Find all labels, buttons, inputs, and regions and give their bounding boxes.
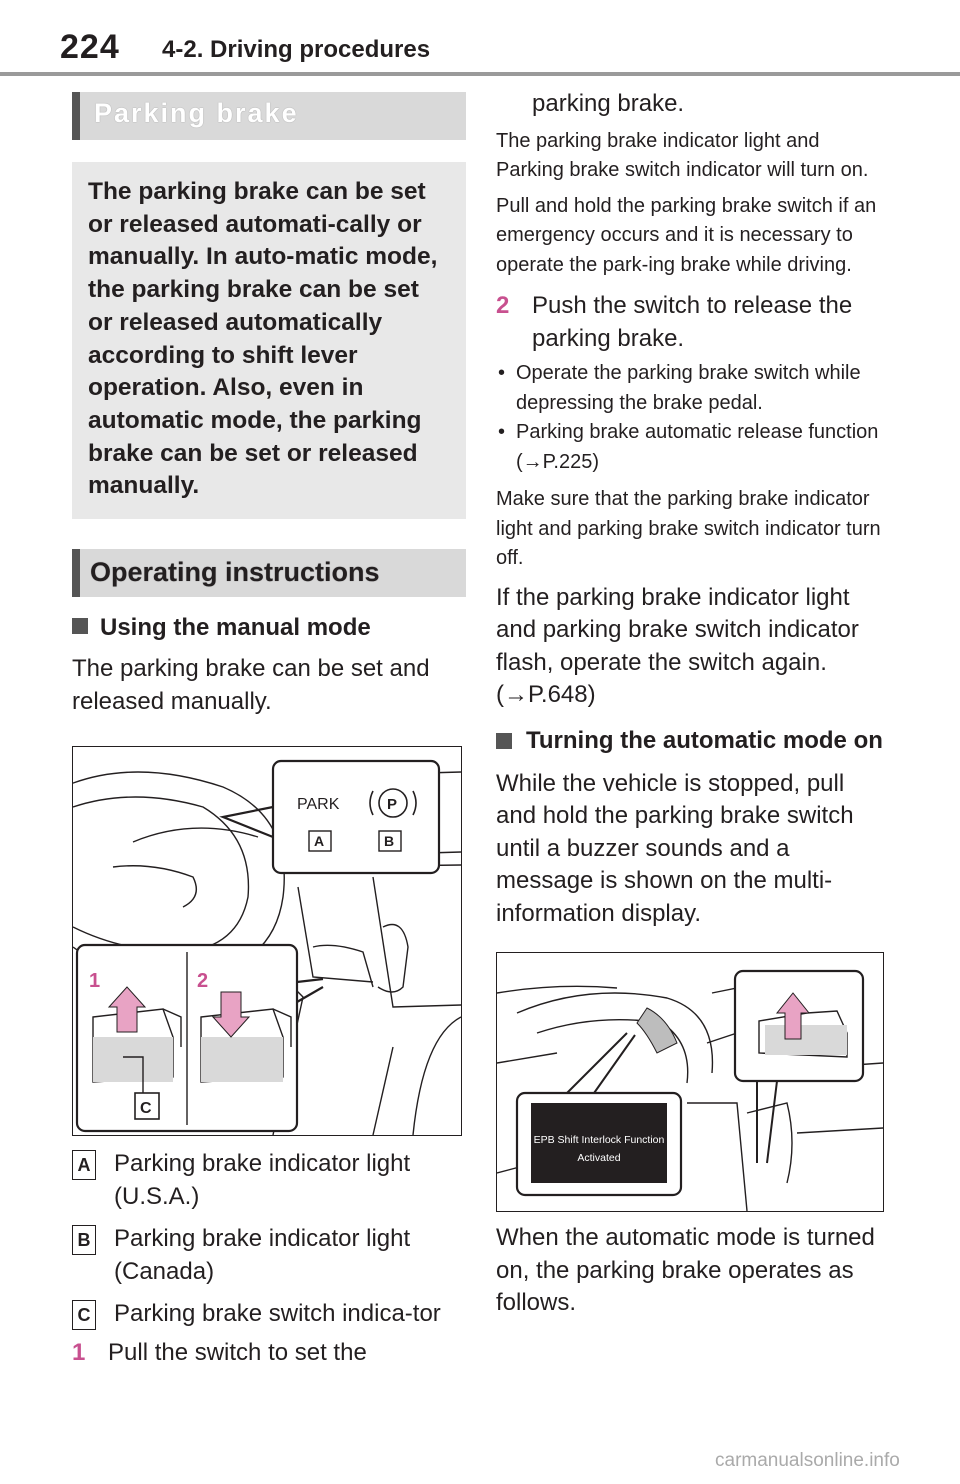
page-reference-link[interactable]: P.648) bbox=[528, 681, 596, 708]
legend-item-b bbox=[72, 1223, 466, 1288]
page-reference-link[interactable]: P.225) bbox=[542, 450, 600, 473]
right-column bbox=[496, 88, 890, 1320]
automatic-mode-text: While the vehicle is stopped, pull and hold the parking brake switch until a buzzer sounds and a message is shown on the multi-information display. bbox=[496, 769, 854, 927]
legend-key-b: B bbox=[72, 1225, 96, 1255]
label-a: A bbox=[314, 833, 325, 850]
legend-item-a bbox=[72, 1148, 466, 1213]
bullet-text: Operate the parking brake switch while depressing the brake pedal. bbox=[516, 362, 861, 414]
display-message-line-1: EPB Shift Interlock Function bbox=[533, 1134, 665, 1146]
automatic-mode-heading bbox=[496, 726, 890, 756]
closing-text: When the automatic mode is turned on, the parking brake operates as follows. bbox=[496, 1224, 875, 1316]
legend-key-a: A bbox=[72, 1150, 96, 1180]
bullet-dot-icon: • bbox=[498, 421, 506, 443]
label-c: C bbox=[140, 1100, 152, 1118]
left-column bbox=[72, 92, 466, 1369]
square-bullet-icon bbox=[72, 618, 88, 634]
parking-brake-heading-text: Parking brake bbox=[94, 98, 299, 128]
page-header bbox=[0, 0, 960, 75]
bullet-dot-icon: • bbox=[498, 362, 506, 384]
flash-text: If the parking brake indicator light and parking brake switch indicator flash, operate the switch again. ( bbox=[496, 583, 859, 708]
legend-text-a: Parking brake indicator light (U.S.A.) bbox=[114, 1150, 411, 1210]
figure-automatic-mode-svg bbox=[497, 953, 883, 1211]
step-1-label: 1 bbox=[89, 970, 101, 993]
watermark: carmanualsonline.info bbox=[715, 1450, 900, 1471]
operating-instructions-heading-text: Operating instructions bbox=[90, 557, 380, 588]
step-2 bbox=[496, 290, 890, 355]
step-1-continued: parking brake. bbox=[532, 90, 685, 117]
step-2-label: 2 bbox=[197, 970, 209, 993]
step-1 bbox=[72, 1337, 466, 1370]
page-number: 224 bbox=[60, 28, 120, 66]
step-1-note-1: The parking brake indicator light and Parking brake switch indicator will turn on. bbox=[496, 129, 869, 181]
header-rule bbox=[0, 72, 960, 76]
square-bullet-icon bbox=[496, 733, 512, 749]
bullet-item bbox=[496, 418, 890, 477]
display-message-line-2: Activated bbox=[577, 1152, 621, 1164]
arrow-right-icon: → bbox=[522, 450, 543, 473]
legend-key-c: C bbox=[72, 1300, 96, 1330]
operating-instructions-heading bbox=[72, 549, 466, 597]
park-indicator-text: PARK bbox=[297, 796, 340, 814]
automatic-mode-heading-text: Turning the automatic mode on bbox=[526, 726, 883, 754]
figure-parking-brake-svg bbox=[73, 747, 461, 1135]
manual-mode-text: The parking brake can be set and released manually. bbox=[72, 655, 430, 715]
figure-automatic-mode bbox=[496, 952, 884, 1212]
step-2-number: 2 bbox=[496, 292, 510, 319]
section-title: 4-2. Driving procedures bbox=[162, 36, 431, 63]
flash-paragraph bbox=[496, 582, 890, 712]
parking-brake-heading bbox=[72, 92, 466, 140]
step-1-number: 1 bbox=[72, 1338, 86, 1366]
legend-item-c bbox=[72, 1298, 466, 1331]
manual-mode-heading-text: Using the manual mode bbox=[100, 614, 371, 642]
svg-text:P: P bbox=[387, 796, 398, 814]
bullet-item bbox=[496, 359, 890, 418]
figure-parking-brake-switch bbox=[72, 746, 462, 1136]
legend-text-c: Parking brake switch indica-tor bbox=[114, 1300, 441, 1328]
release-note: Make sure that the parking brake indicator light and parking brake switch indicator turn off. bbox=[496, 488, 881, 569]
arrow-right-icon: → bbox=[504, 681, 528, 708]
intro-box: The parking brake can be set or released automati-cally or manually. In auto-matic mode, the parking brake can be set or released automatically according to shift lever operation. Also, even in automatic mode, the parking brake can be set or released manually. bbox=[72, 162, 466, 519]
step-2-text: Push the switch to release the parking brake. bbox=[532, 292, 853, 352]
legend-text-b: Parking brake indicator light (Canada) bbox=[114, 1225, 411, 1285]
bullet-text: Parking brake automatic release function ( bbox=[516, 421, 879, 473]
step-1-note-2: Pull and hold the parking brake switch if an emergency occurs and it is necessary to operate the park-ing brake while driving. bbox=[496, 194, 877, 276]
label-b: B bbox=[384, 833, 395, 850]
step-1-text: Pull the switch to set the bbox=[108, 1338, 367, 1366]
manual-mode-heading bbox=[72, 613, 466, 643]
